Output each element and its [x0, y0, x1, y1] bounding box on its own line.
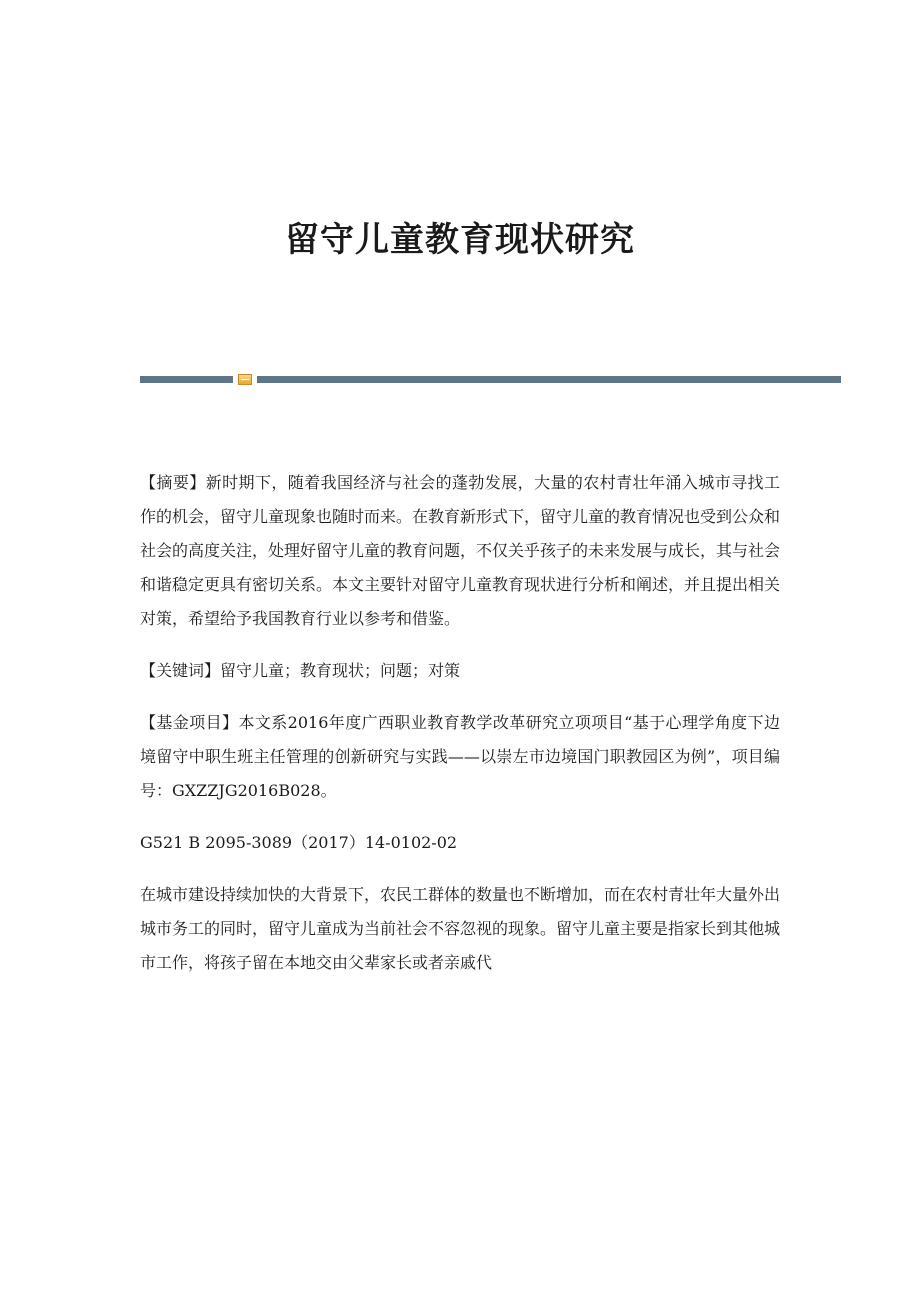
- keywords-label: 【关键词】: [140, 661, 221, 680]
- divider-ornament-icon: [238, 374, 252, 385]
- fund-text: 本文系2016年度广西职业教育教学改革研究立项项目“基于心理学角度下边境留守中职生班主任管理的创新研究与实践——以崇左市边境国门职教园区为例”，项目编号：GXZZJG2016B028。: [140, 713, 780, 800]
- abstract-label: 【摘要】: [140, 473, 206, 492]
- document-content: [140, 466, 780, 998]
- classification-line: G521 B 2095-3089（2017）14-0102-02: [140, 833, 458, 852]
- document-title: 留守儿童教育现状研究: [285, 220, 635, 260]
- title-divider: [140, 374, 841, 386]
- keywords-text: 留守儿童；教育现状；问题；对策: [220, 661, 461, 680]
- abstract-paragraph: [140, 466, 780, 636]
- fund-label: 【基金项目】: [140, 713, 239, 732]
- divider-bar-right: [257, 376, 841, 383]
- keywords-paragraph: [140, 654, 780, 688]
- abstract-text: 新时期下，随着我国经济与社会的蓬勃发展，大量的农村青壮年涌入城市寻找工作的机会，留守儿童现象也随时而来。在教育新形式下，留守儿童的教育情况也受到公众和社会的高度关注，处理好留守儿童的教育问题，不仅关乎孩子的未来发展与成长，其与社会和谐稳定更具有密切关系。本文主要针对留守儿童教育现状进行分析和阐述，并且提出相关对策，希望给予我国教育行业以参考和借鉴。: [140, 473, 781, 628]
- fund-paragraph: [140, 706, 780, 808]
- divider-bar-left: [140, 376, 233, 383]
- body-paragraph: 在城市建设持续加快的大背景下，农民工群体的数量也不断增加，而在农村青壮年大量外出城市务工的同时，留守儿童成为当前社会不容忽视的现象。留守儿童主要是指家长到其他城市工作，将孩子留在本地交由父辈家长或者亲戚代: [140, 885, 781, 972]
